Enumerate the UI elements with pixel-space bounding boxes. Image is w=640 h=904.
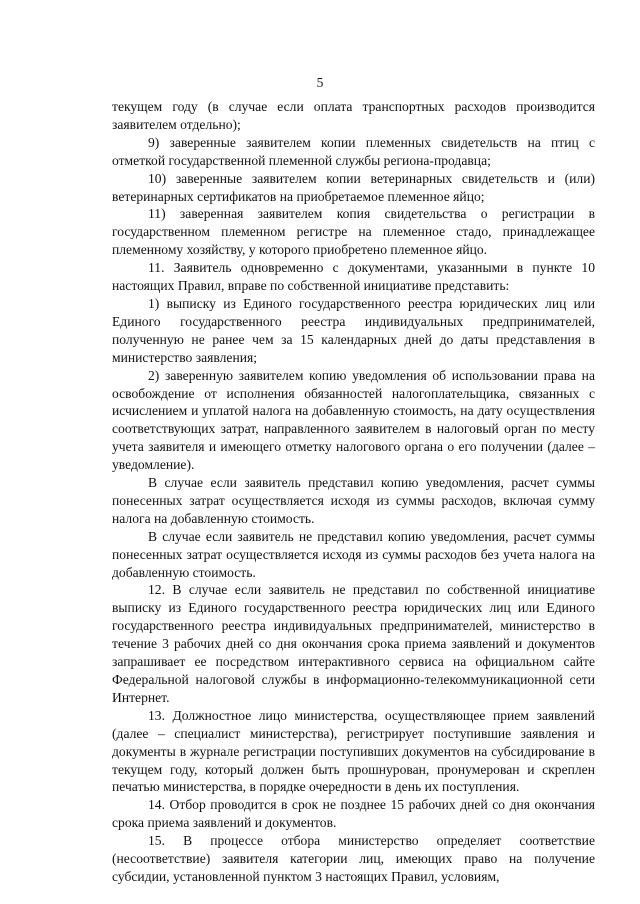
document-body: [112, 98, 595, 886]
paragraph-continuation: текущем году (в случае если оплата транспортных расходов производится заявителем отдельно);: [112, 99, 595, 132]
clause-15: 15. В процессе отбора министерство определяет соответствие (несоответствие) заявителя категории лиц, имеющих право на получение субсидии, установленной пунктом 3 настоящих Правил, условиям,: [112, 833, 595, 884]
list-item-9: 9) заверенные заявителем копии племенных свидетельств на птиц с отметкой государственной племенной службы региона-продавца;: [112, 134, 595, 168]
clause-11: 11. Заявитель одновременно с документами, указанными в пункте 10 настоящих Правил, вправе по собственной инициативе представить:: [112, 260, 595, 294]
clause-11-item-1: 1) выписку из Единого государственного реестра юридических лиц или Единого государственного реестра индивидуальных предпринимателей, полученную не ранее чем за 15 календарных дней до даты представления в министерство заявления;: [112, 295, 595, 365]
paragraph-with-notification: В случае если заявитель представил копию уведомления, расчет суммы понесенных затрат осуществляется исходя из суммы расходов, включая сумму налога на добавленную стоимость.: [112, 475, 595, 526]
paragraph-without-notification: В случае если заявитель не представил копию уведомления, расчет суммы понесенных затрат осуществляется исходя из суммы расходов без учета налога на добавленную стоимость.: [112, 528, 595, 580]
clause-12: 12. В случае если заявитель не представил по собственной инициативе выписку из Единого государственного реестра юридических лиц или Единого государственного реестра индивидуальных предпринимателей, министерство в течение 3 рабочих дней со дня окончания срока приема заявлений и документов запрашивает ее посредством интерактивного сервиса на официальном сайте Федеральной налоговой службы в информационно-телекоммуникационной сети Интернет.: [112, 582, 595, 705]
list-item-11: 11) заверенная заявителем копия свидетельства о регистрации в государственном племенном регистре на племенное стадо, принадлежащее племенному хозяйству, у которого приобретено племенное яйцо.: [112, 206, 595, 258]
clause-13: 13. Должностное лицо министерства, осуществляющее прием заявлений (далее – специалист министерства), регистрирует поступившие заявления и документы в журнале регистрации поступивших документов на субсидирование в текущем году, который должен быть прошнурован, пронумерован и скреплен печатью министерства, в порядке очередности в день их поступления.: [112, 707, 595, 795]
clause-11-item-2: 2) заверенную заявителем копию уведомления об использовании права на освобождение от исполнения обязанностей налогоплательщика, связанных с исчислением и уплатой налога на добавленную стоимость, на дату осуществления соответствующих затрат, направленного заявителем в налоговый орган по месту учета заявителя и имеющего отметку налогового органа о его получении (далее – уведомление).: [112, 367, 595, 473]
list-item-10: 10) заверенные заявителем копии ветеринарных свидетельств и (или) ветеринарных сертификатов на приобретаемое племенное яйцо;: [112, 170, 595, 204]
clause-14: 14. Отбор проводится в срок не позднее 15 рабочих дней со дня окончания срока приема заявлений и документов.: [112, 797, 595, 831]
page-number: 5: [316, 75, 324, 90]
